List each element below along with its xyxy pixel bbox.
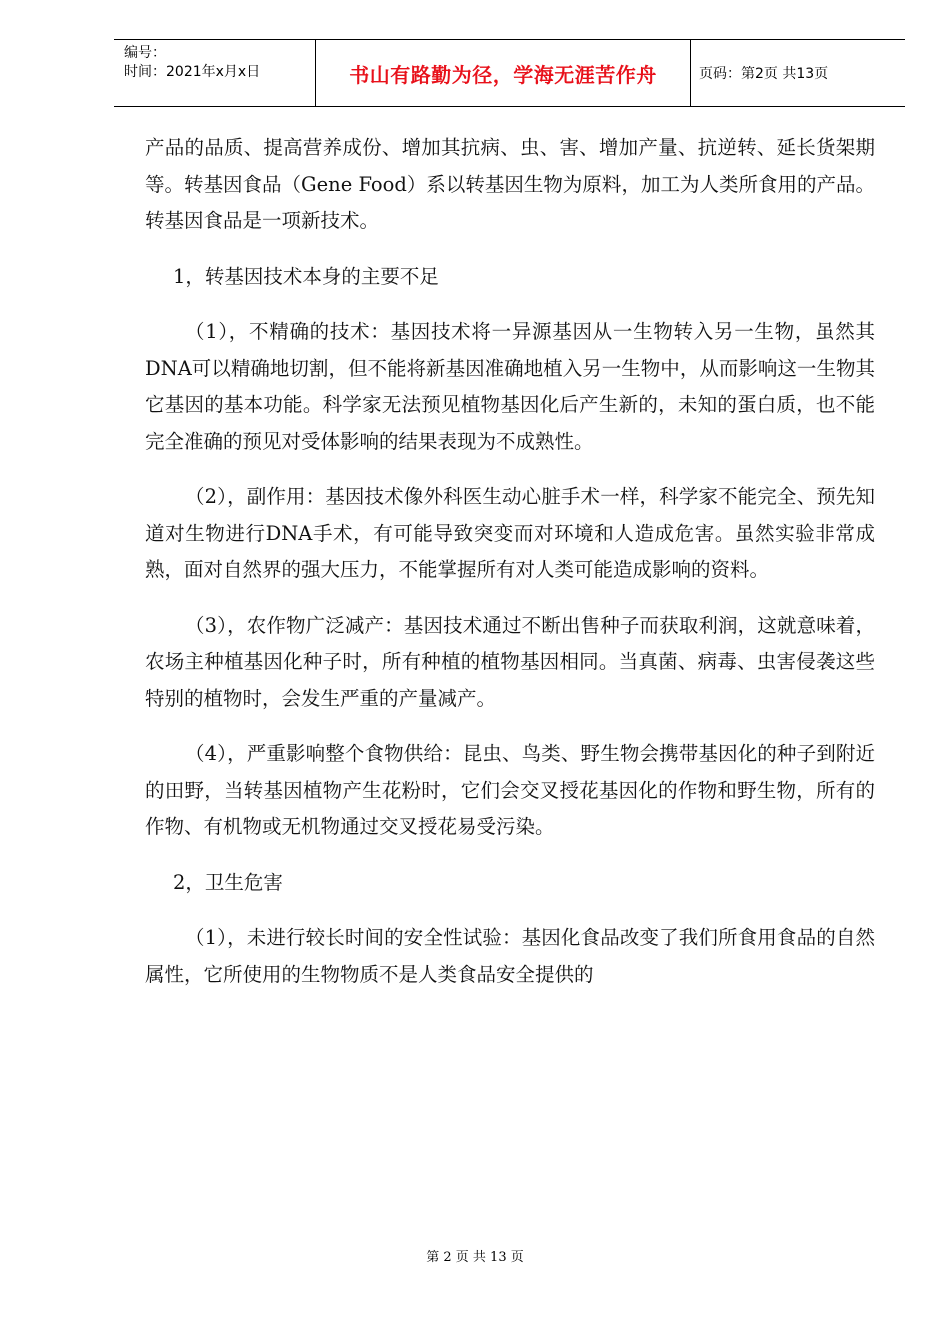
time-label: 时间：2021年x月x日 (124, 64, 261, 80)
number-label: 编号： (124, 45, 166, 61)
paragraph-1-3: （3），农作物广泛减产：基因技术通过不断出售种子而获取利润，这就意味着，农场主种植基因化种子时，所有种植的植物基因相同。当真菌、病毒、虫害侵袭这些特别的植物时，会发生严重的产量减产。 (145, 613, 875, 710)
page-footer: 第 2 页 共 13 页 (426, 1250, 524, 1265)
section-heading-2: 2，卫生危害 (173, 870, 283, 894)
paragraph-1-2: （2），副作用：基因技术像外科医生动心脏手术一样，科学家不能完全、预先知道对生物进行DNA手术，有可能导致突变而对环境和人造成危害。虽然实验非常成熟，面对自然界的强大压力，不能掌握所有对人类可能造成影响的资料。 (145, 485, 875, 581)
paragraph-intro: 产品的品质、提高营养成份、增加其抗病、虫、害、增加产量、抗逆转、延长货架期等。转基因食品（Gene Food）系以转基因生物为原料，加工为人类所食用的产品。转基因食品是一项新技术。 (145, 136, 875, 232)
document-body (145, 130, 875, 1012)
header-meta (114, 40, 316, 106)
paragraph-2-1: （1），未进行较长时间的安全性试验：基因化食品改变了我们所食用食品的自然属性，它所使用的生物物质不是人类食品安全提供的 (145, 926, 875, 986)
paragraph-1-4: （4），严重影响整个食物供给：昆虫、鸟类、野生物会携带基因化的种子到附近的田野，当转基因植物产生花粉时，它们会交叉授花基因化的作物和野生物，所有的作物、有机物或无机物通过交叉授花易受污染。 (145, 742, 875, 838)
header-motto: 书山有路勤为径，学海无涯苦作舟 (316, 40, 691, 106)
paragraph-1-1: （1），不精确的技术：基因技术将一异源基因从一生物转入另一生物，虽然其DNA可以精确地切割，但不能将新基因准确地植入另一生物中，从而影响这一生物其它基因的基本功能。科学家无法预见植物基因化后产生新的，未知的蛋白质，也不能完全准确的预见对受体影响的结果表现为不成熟性。 (145, 320, 875, 453)
page-header (114, 39, 905, 107)
header-page-info: 页码：第2页 共13页 (699, 66, 829, 82)
section-heading-1: 1，转基因技术本身的主要不足 (173, 264, 439, 288)
